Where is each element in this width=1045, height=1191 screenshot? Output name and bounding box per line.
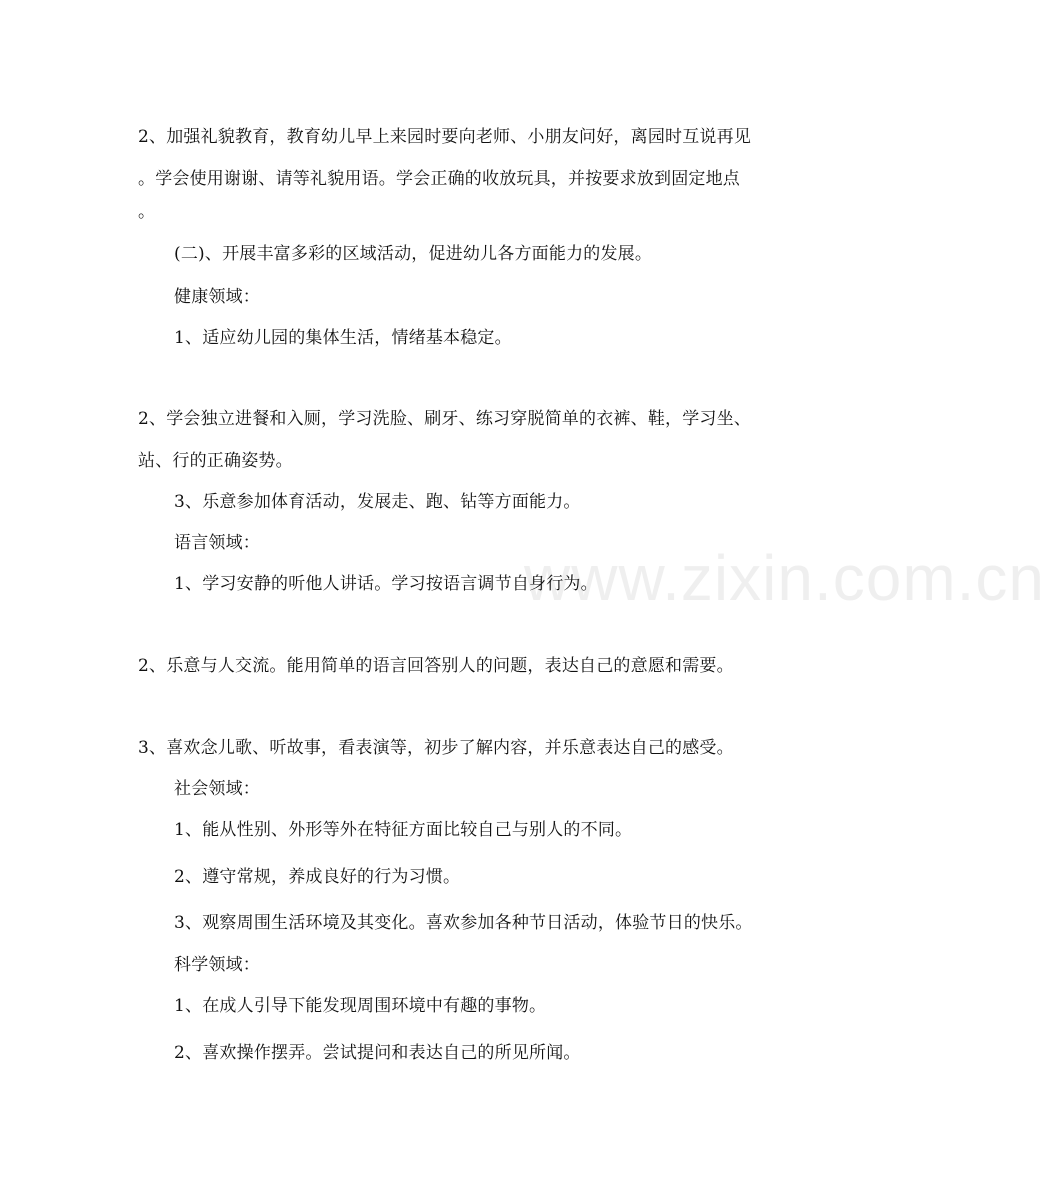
paragraph-line: 2、加强礼貌教育，教育幼儿早上来园时要向老师、小朋友问好，离园时互说再见 [138, 127, 752, 147]
list-item: 1、适应幼儿园的集体生活，情绪基本稳定。 [174, 328, 512, 348]
paragraph-line: 。学会使用谢谢、请等礼貌用语。学会正确的收放玩具，并按要求放到固定地点 [138, 169, 740, 189]
paragraph-line: 2、学会独立进餐和入厕，学习洗脸、刷牙、练习穿脱简单的衣裤、鞋，学习坐、 [138, 409, 752, 429]
domain-heading-social: 社会领域： [174, 779, 260, 799]
watermark: www.zixin.com.cn [524, 542, 1045, 614]
list-item: 3、乐意参加体育活动，发展走、跑、钻等方面能力。 [174, 492, 581, 512]
domain-heading-health: 健康领域： [174, 287, 260, 307]
paragraph-line: 2、乐意与人交流。能用简单的语言回答别人的问题，表达自己的意愿和需要。 [138, 656, 734, 676]
list-item: 2、遵守常规，养成良好的行为习惯。 [174, 867, 461, 887]
paragraph-line: 3、喜欢念儿歌、听故事，看表演等，初步了解内容，并乐意表达自己的感受。 [138, 738, 734, 758]
list-item: 1、能从性别、外形等外在特征方面比较自己与别人的不同。 [174, 820, 633, 840]
domain-heading-language: 语言领域： [174, 533, 260, 553]
paragraph-line: 站、行的正确姿势。 [138, 451, 293, 471]
paragraph-line: 。 [138, 202, 156, 222]
list-item: 1、学习安静的听他人讲话。学习按语言调节自身行为。 [174, 574, 598, 594]
domain-heading-science: 科学领域： [174, 955, 260, 975]
list-item: 2、喜欢操作摆弄。尝试提问和表达自己的所见所闻。 [174, 1043, 581, 1063]
section-heading: (二)、开展丰富多彩的区域活动，促进幼儿各方面能力的发展。 [174, 244, 653, 264]
list-item: 1、在成人引导下能发现周围环境中有趣的事物。 [174, 996, 547, 1016]
list-item: 3、观察周围生活环境及其变化。喜欢参加各种节日活动，体验节日的快乐。 [174, 913, 753, 933]
